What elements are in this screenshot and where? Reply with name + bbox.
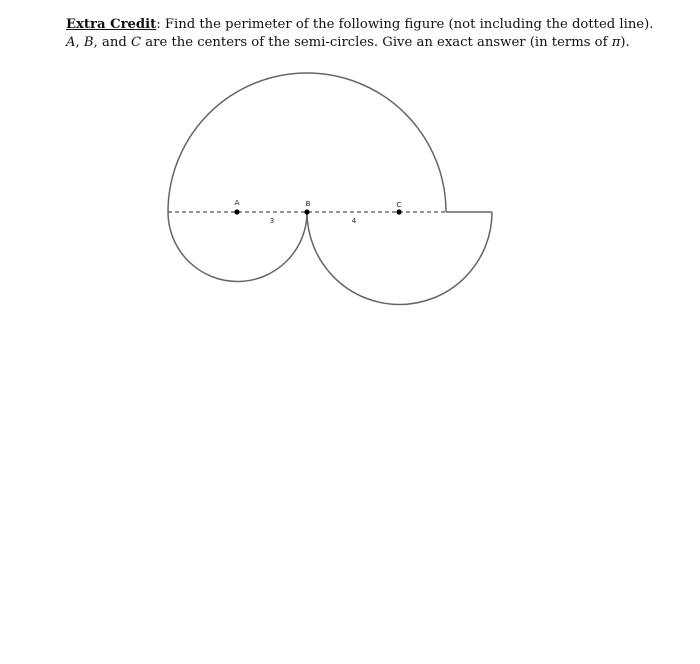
label-a: A (234, 199, 240, 207)
large-semicircle (168, 73, 446, 212)
label-b: B (305, 200, 311, 208)
point-a (234, 209, 239, 214)
separator-1: , (75, 35, 84, 50)
length-ab: 3 (269, 217, 275, 225)
pi-symbol: π (611, 35, 621, 50)
problem-instruction: : Find the perimeter of the following figure (not including the dotted line). (156, 17, 654, 32)
separator-2: , and (93, 35, 131, 50)
problem-description: are the centers of the semi-circles. Give an exact answer (in terms of (141, 35, 612, 50)
label-c: C (396, 201, 402, 209)
problem-close: ). (620, 35, 630, 50)
extra-credit-heading: Extra Credit (66, 17, 157, 32)
point-c (396, 209, 401, 214)
length-bc: 4 (351, 217, 357, 225)
medium-semicircle (307, 212, 492, 305)
var-c: C (131, 35, 142, 50)
var-b: B (83, 35, 94, 50)
small-semicircle (168, 212, 307, 282)
point-b (304, 209, 309, 214)
var-a: A (66, 35, 76, 50)
